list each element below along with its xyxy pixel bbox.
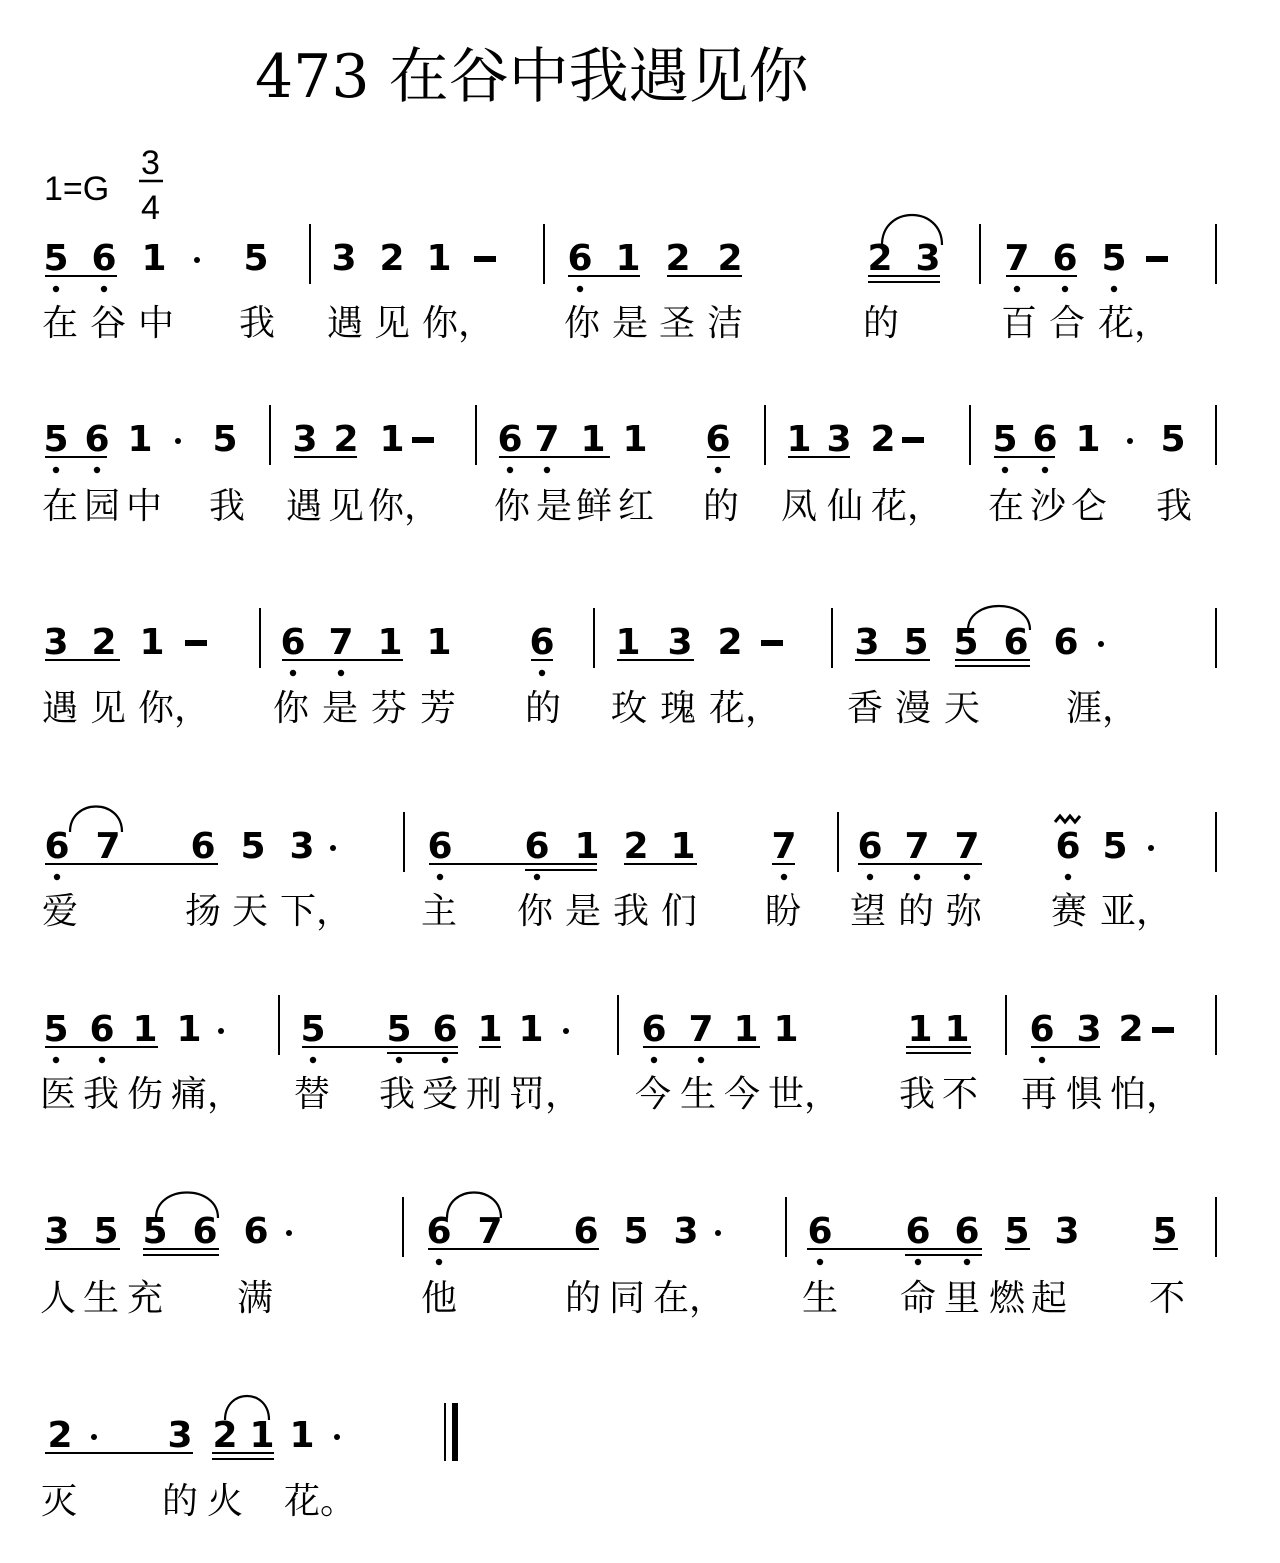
- note: 6: [954, 1211, 980, 1252]
- note: 6: [573, 1211, 599, 1252]
- augmentation-dot: [218, 1028, 224, 1034]
- lower-octave-dot: [442, 1057, 448, 1063]
- note: 5: [43, 238, 69, 279]
- lyric-char: 怕，: [1110, 1074, 1183, 1115]
- note: 2: [717, 238, 743, 279]
- lyric-char: 亚，: [1100, 891, 1173, 932]
- dash-note: [185, 640, 207, 646]
- note: 3: [1076, 1009, 1102, 1050]
- lower-octave-dot: [964, 874, 970, 880]
- note: 5: [386, 1009, 412, 1050]
- note: 7: [534, 419, 560, 460]
- note: 6: [1052, 238, 1078, 279]
- note: 6: [427, 826, 453, 867]
- lyric-char: 盼: [765, 891, 802, 932]
- lower-octave-dot: [290, 670, 296, 676]
- note: 5: [1160, 419, 1186, 460]
- note: 6: [524, 826, 550, 867]
- lyric-char: 瑰: [660, 688, 697, 729]
- note: 2: [623, 826, 649, 867]
- dash-note: [902, 437, 924, 443]
- lyric-char: 今: [724, 1074, 761, 1115]
- note: 1: [574, 826, 600, 867]
- note: 1: [944, 1009, 970, 1050]
- note: 6: [192, 1211, 218, 1252]
- lyric-char: 在: [42, 486, 79, 527]
- lyric-char: 花。: [284, 1481, 357, 1522]
- lower-octave-dot: [99, 1057, 105, 1063]
- lyric-char: 中: [138, 303, 175, 344]
- lyric-char: 的: [898, 891, 935, 932]
- lyric-char: 我: [1156, 486, 1193, 527]
- lyric-char: 中: [126, 486, 163, 527]
- note: 5: [953, 622, 979, 663]
- note: 7: [771, 826, 797, 867]
- note: 1: [426, 238, 452, 279]
- note: 6: [1003, 622, 1029, 663]
- lyric-char: 谷: [90, 303, 127, 344]
- lyric-char: 伤: [127, 1074, 164, 1115]
- lyric-char: 主: [421, 891, 458, 932]
- lower-octave-dot: [53, 286, 59, 292]
- lyric-char: 我: [899, 1074, 936, 1115]
- lyric-char: 遇: [327, 303, 364, 344]
- note: 5: [1152, 1211, 1178, 1252]
- note: 5: [1004, 1211, 1030, 1252]
- note: 5: [43, 419, 69, 460]
- score-system: [42, 606, 1216, 729]
- lyric-char: 痛，: [171, 1074, 244, 1115]
- lyric-char: 你: [494, 486, 531, 527]
- score-system: [41, 1396, 458, 1522]
- note: 6: [857, 826, 883, 867]
- note: 6: [89, 1009, 115, 1050]
- lyric-char: 们: [661, 891, 698, 932]
- note: 5: [243, 238, 269, 279]
- lower-octave-dot: [1039, 1057, 1045, 1063]
- note: 1: [426, 622, 452, 663]
- lyric-char: 同: [609, 1278, 646, 1319]
- lyric-char: 天: [944, 688, 981, 729]
- note: 1: [139, 622, 165, 663]
- note: 7: [904, 826, 930, 867]
- lyric-char: 的: [162, 1481, 199, 1522]
- final-barline-thick: [452, 1403, 458, 1461]
- lyric-char: 沙: [1030, 486, 1067, 527]
- lyric-char: 花，: [1098, 303, 1171, 344]
- lyric-char: 我: [379, 1074, 416, 1115]
- dash-note: [1152, 1027, 1174, 1033]
- note: 6: [905, 1211, 931, 1252]
- note: 2: [867, 238, 893, 279]
- note: 7: [95, 826, 121, 867]
- lower-octave-dot: [437, 874, 443, 880]
- lower-octave-dot: [396, 1057, 402, 1063]
- note: 5: [300, 1009, 326, 1050]
- note: 6: [190, 826, 216, 867]
- lower-octave-dot: [1014, 286, 1020, 292]
- lyric-char: 仑: [1071, 486, 1108, 527]
- note: 1: [670, 826, 696, 867]
- lyric-char: 芳: [420, 688, 457, 729]
- lyric-char: 弥: [946, 891, 983, 932]
- lyric-char: 花，: [871, 486, 944, 527]
- note: 2: [91, 622, 117, 663]
- note: 6: [432, 1009, 458, 1050]
- lower-octave-dot: [577, 286, 583, 292]
- score-system: [42, 405, 1216, 527]
- note: 5: [1101, 238, 1127, 279]
- note: 6: [280, 622, 306, 663]
- note: 6: [1055, 826, 1081, 867]
- dash-note: [1146, 256, 1168, 262]
- lyric-char: 仙: [827, 486, 864, 527]
- note: 3: [292, 419, 318, 460]
- note: 2: [870, 419, 896, 460]
- lyric-char: 凤: [781, 486, 818, 527]
- note: 3: [43, 622, 69, 663]
- lyric-char: 不: [942, 1074, 979, 1115]
- note: 5: [240, 826, 266, 867]
- lyric-char: 是: [322, 688, 359, 729]
- note: 2: [665, 238, 691, 279]
- augmentation-dot: [330, 845, 336, 851]
- lyric-char: 天: [232, 891, 269, 932]
- augmentation-dot: [286, 1230, 292, 1236]
- lower-octave-dot: [54, 874, 60, 880]
- note: 1: [132, 1009, 158, 1050]
- lyric-char: 香: [847, 688, 884, 729]
- score-system: [42, 807, 1216, 933]
- note: 1: [518, 1009, 544, 1050]
- note: 6: [1029, 1009, 1055, 1050]
- augmentation-dot: [1127, 438, 1133, 444]
- augmentation-dot: [91, 1434, 97, 1440]
- lyric-char: 在: [988, 486, 1025, 527]
- lyric-char: 里: [944, 1278, 981, 1319]
- note: 1: [1075, 419, 1101, 460]
- note: 7: [477, 1211, 503, 1252]
- augmentation-dot: [194, 257, 200, 263]
- lower-octave-dot: [507, 467, 513, 473]
- note: 6: [807, 1211, 833, 1252]
- note: 1: [141, 238, 167, 279]
- lower-octave-dot: [310, 1057, 316, 1063]
- note: 5: [1102, 826, 1128, 867]
- lyric-char: 鲜: [576, 486, 613, 527]
- lyric-char: 命: [900, 1278, 937, 1319]
- note: 3: [915, 238, 941, 279]
- key-signature: 1=G: [44, 170, 110, 208]
- lyric-char: 生: [802, 1278, 839, 1319]
- note: 6: [84, 419, 110, 460]
- note: 1: [907, 1009, 933, 1050]
- note: 3: [331, 238, 357, 279]
- lower-octave-dot: [698, 1057, 704, 1063]
- note: 2: [379, 238, 405, 279]
- augmentation-dot: [1148, 845, 1154, 851]
- lyric-char: 合: [1049, 303, 1086, 344]
- jianpu-score: [40, 215, 1216, 1522]
- lyric-char: 起: [1031, 1278, 1068, 1319]
- lyric-char: 遇: [286, 486, 323, 527]
- lower-octave-dot: [1065, 874, 1071, 880]
- lyric-char: 赛: [1051, 891, 1088, 932]
- lower-octave-dot: [101, 286, 107, 292]
- lyric-char: 生: [680, 1074, 717, 1115]
- note: 5: [992, 419, 1018, 460]
- lyric-char: 我: [239, 303, 276, 344]
- note: 1: [622, 419, 648, 460]
- lyric-char: 在: [42, 303, 79, 344]
- note: 5: [903, 622, 929, 663]
- lower-octave-dot: [651, 1057, 657, 1063]
- lyric-char: 我: [83, 1074, 120, 1115]
- lower-octave-dot: [1111, 286, 1117, 292]
- lyric-char: 的: [863, 303, 900, 344]
- note: 6: [243, 1211, 269, 1252]
- lyric-char: 你: [273, 688, 310, 729]
- lyric-char: 漫: [895, 688, 932, 729]
- lyric-char: 是: [565, 891, 602, 932]
- score-system: [40, 1193, 1216, 1320]
- note: 6: [91, 238, 117, 279]
- lower-octave-dot: [534, 874, 540, 880]
- lyric-char: 见: [328, 486, 365, 527]
- lyric-char: 扬: [185, 891, 222, 932]
- note: 3: [167, 1415, 193, 1456]
- note: 3: [667, 622, 693, 663]
- lower-octave-dot: [1042, 467, 1048, 473]
- lyric-char: 的: [565, 1278, 602, 1319]
- augmentation-dot: [563, 1028, 569, 1034]
- lower-octave-dot: [867, 874, 873, 880]
- lyric-char: 他: [421, 1278, 458, 1319]
- note: 6: [1053, 622, 1079, 663]
- note: 3: [826, 419, 852, 460]
- note: 5: [43, 1009, 69, 1050]
- note: 1: [615, 238, 641, 279]
- note: 1: [176, 1009, 202, 1050]
- lyric-char: 你: [564, 303, 601, 344]
- lyric-char: 是: [612, 303, 649, 344]
- note: 5: [212, 419, 238, 460]
- note: 2: [47, 1415, 73, 1456]
- ornament-mark: [1055, 816, 1080, 822]
- note: 1: [477, 1009, 503, 1050]
- lyric-char: 惧: [1066, 1074, 1103, 1115]
- lyric-char: 园: [84, 486, 121, 527]
- lyric-char: 花，: [709, 688, 782, 729]
- page-title: 473 在谷中我遇见你: [255, 42, 809, 112]
- lower-octave-dot: [915, 1259, 921, 1265]
- time-signature-bottom: 4: [141, 189, 160, 227]
- lyric-char: 圣: [659, 303, 696, 344]
- augmentation-dot: [715, 1230, 721, 1236]
- lower-octave-dot: [338, 670, 344, 676]
- augmentation-dot: [1098, 641, 1104, 647]
- lyric-char: 遇: [42, 688, 79, 729]
- note: 5: [623, 1211, 649, 1252]
- lyric-char: 受: [422, 1074, 459, 1115]
- lower-octave-dot: [1002, 467, 1008, 473]
- lyric-char: 医: [40, 1074, 77, 1115]
- note: 6: [567, 238, 593, 279]
- lyric-char: 涯，: [1066, 688, 1139, 729]
- dash-note: [474, 256, 496, 262]
- note: 5: [142, 1211, 168, 1252]
- lyric-char: 玫: [611, 688, 648, 729]
- lyric-char: 不: [1149, 1278, 1186, 1319]
- lower-octave-dot: [817, 1259, 823, 1265]
- note: 7: [328, 622, 354, 663]
- lower-octave-dot: [964, 1259, 970, 1265]
- lyric-char: 见: [374, 303, 411, 344]
- lyric-char: 火: [207, 1481, 244, 1522]
- note: 1: [773, 1009, 799, 1050]
- lyric-char: 你，: [422, 303, 495, 344]
- note: 5: [93, 1211, 119, 1252]
- dash-note: [412, 437, 434, 443]
- note: 7: [688, 1009, 714, 1050]
- note: 1: [580, 419, 606, 460]
- lyric-char: 满: [237, 1278, 274, 1319]
- note: 6: [641, 1009, 667, 1050]
- note: 3: [289, 826, 315, 867]
- note: 1: [379, 419, 405, 460]
- lyric-char: 再: [1021, 1074, 1058, 1115]
- lower-octave-dot: [436, 1259, 442, 1265]
- lyric-char: 今: [635, 1074, 672, 1115]
- note: 6: [1032, 419, 1058, 460]
- lyric-char: 红: [618, 486, 655, 527]
- lyric-char: 的: [703, 486, 740, 527]
- lyric-char: 罚，: [509, 1074, 582, 1115]
- lower-octave-dot: [53, 1057, 59, 1063]
- augmentation-dot: [175, 438, 181, 444]
- lyric-char: 望: [850, 891, 887, 932]
- lower-octave-dot: [539, 670, 545, 676]
- note: 1: [249, 1415, 275, 1456]
- lyric-char: 我: [613, 891, 650, 932]
- note: 1: [615, 622, 641, 663]
- lyric-char: 你: [517, 891, 554, 932]
- lower-octave-dot: [544, 467, 550, 473]
- note: 1: [289, 1415, 315, 1456]
- score-system: [42, 215, 1216, 344]
- lyric-char: 的: [525, 688, 562, 729]
- lyric-char: 见: [90, 688, 127, 729]
- lyric-char: 生: [83, 1278, 120, 1319]
- lyric-char: 在，: [653, 1278, 726, 1319]
- lower-octave-dot: [1062, 286, 1068, 292]
- lower-octave-dot: [94, 467, 100, 473]
- lower-octave-dot: [781, 874, 787, 880]
- note: 3: [44, 1211, 70, 1252]
- lyric-char: 你，: [138, 688, 211, 729]
- lyric-char: 百: [1001, 303, 1038, 344]
- note: 6: [426, 1211, 452, 1252]
- note: 3: [1054, 1211, 1080, 1252]
- note: 6: [529, 622, 555, 663]
- lyric-char: 刑: [466, 1074, 503, 1115]
- note: 1: [733, 1009, 759, 1050]
- note: 7: [954, 826, 980, 867]
- lyric-char: 你，: [368, 486, 441, 527]
- score-system: [40, 995, 1216, 1115]
- note: 1: [127, 419, 153, 460]
- note: 1: [786, 419, 812, 460]
- lyric-char: 爱: [42, 891, 79, 932]
- augmentation-dot: [334, 1434, 340, 1440]
- lower-octave-dot: [715, 467, 721, 473]
- note: 2: [212, 1415, 238, 1456]
- note: 6: [44, 826, 70, 867]
- note: 3: [854, 622, 880, 663]
- note: 2: [1118, 1009, 1144, 1050]
- lyric-char: 人: [40, 1278, 77, 1319]
- time-signature-top: 3: [141, 144, 160, 182]
- note: 6: [705, 419, 731, 460]
- lower-octave-dot: [53, 467, 59, 473]
- note: 3: [673, 1211, 699, 1252]
- lyric-char: 洁: [707, 303, 744, 344]
- lyric-char: 是: [536, 486, 573, 527]
- dash-note: [761, 640, 783, 646]
- lyric-char: 我: [209, 486, 246, 527]
- lyric-char: 替: [294, 1074, 331, 1115]
- lyric-char: 充: [127, 1278, 164, 1319]
- lyric-char: 灭: [41, 1481, 78, 1522]
- note: 1: [377, 622, 403, 663]
- note: 2: [717, 622, 743, 663]
- note: 7: [1004, 238, 1030, 279]
- lyric-char: 世，: [768, 1074, 841, 1115]
- lyric-char: 下，: [280, 891, 353, 932]
- lyric-char: 芬: [371, 688, 408, 729]
- lower-octave-dot: [914, 874, 920, 880]
- note: 2: [333, 419, 359, 460]
- lyric-char: 燃: [989, 1278, 1026, 1319]
- note: 6: [497, 419, 523, 460]
